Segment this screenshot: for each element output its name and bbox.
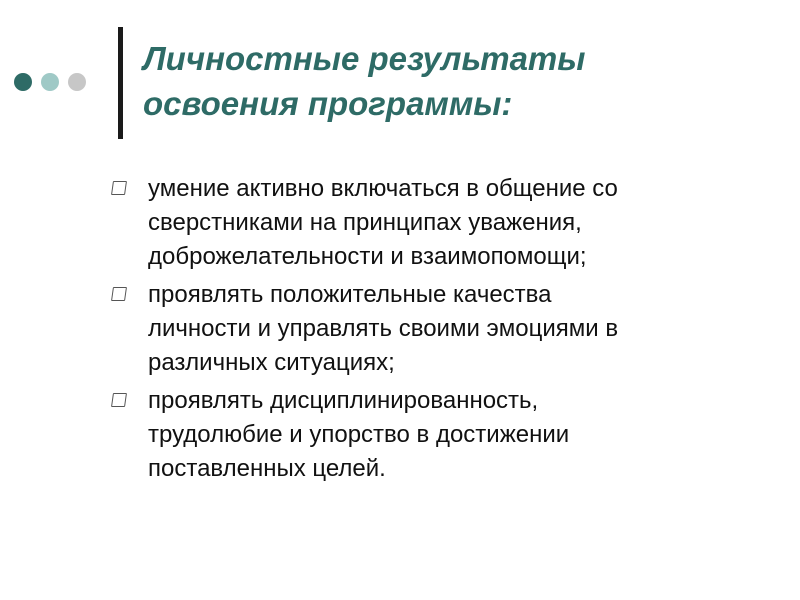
bullet-item-3 bbox=[112, 384, 762, 486]
bullet-text bbox=[148, 172, 618, 274]
bullet-line: сверстниками на принципах уважения, bbox=[148, 209, 582, 236]
bullet-text bbox=[148, 278, 618, 380]
bullet-line: проявлять положительные качества bbox=[148, 281, 552, 308]
bullet-line: поставленных целей. bbox=[148, 455, 386, 482]
bullet-text bbox=[148, 384, 569, 486]
bullet-item-2 bbox=[112, 278, 762, 380]
slide-title bbox=[143, 36, 783, 126]
bullet-item-1 bbox=[112, 172, 762, 274]
bullet-line: умение активно включаться в общение со bbox=[148, 175, 618, 202]
bullet-line: проявлять дисциплинированность, bbox=[148, 387, 539, 414]
bullet-line: различных ситуациях; bbox=[148, 349, 395, 376]
decorative-dots bbox=[14, 73, 86, 91]
dot-dark-teal bbox=[14, 73, 32, 91]
title-line-1: Личностные результаты bbox=[143, 40, 586, 77]
dot-gray bbox=[68, 73, 86, 91]
title-line-2: освоения программы: bbox=[143, 85, 513, 122]
bullet-list bbox=[112, 172, 762, 490]
bullet-line: трудолюбие и упорство в достижении bbox=[148, 421, 570, 448]
bullet-line: доброжелательности и взаимопомощи; bbox=[148, 243, 587, 270]
bullet-marker-icon bbox=[111, 287, 127, 301]
dot-light-teal bbox=[41, 73, 59, 91]
bullet-marker-icon bbox=[111, 181, 127, 195]
title-divider-bar bbox=[118, 27, 123, 139]
bullet-line: личности и управлять своими эмоциями в bbox=[148, 315, 619, 342]
bullet-marker-icon bbox=[111, 393, 127, 407]
